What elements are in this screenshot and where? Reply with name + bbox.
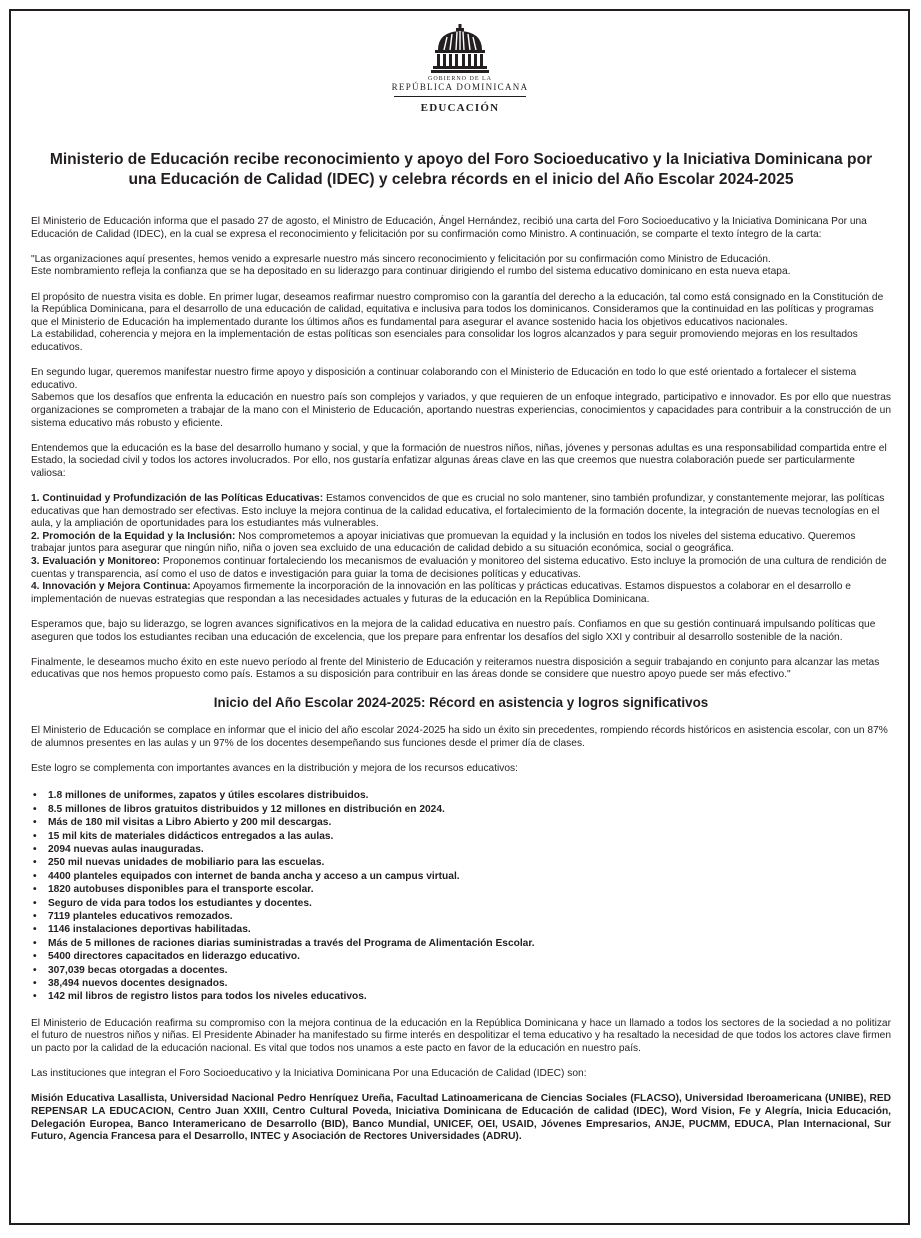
- logo-republica-text: REPÚBLICA DOMINICANA: [391, 82, 529, 92]
- letter-paragraph-1a: "Las organizaciones aquí presentes, hemos venido a expresarle nuestro más sincero reconocimiento y felicitación por su confirmación como Ministro de Educación.: [31, 253, 771, 265]
- list-item: • Seguro de vida para todos los estudiantes y docentes.: [31, 897, 891, 910]
- letter-paragraph-3a: En segundo lugar, queremos manifestar nuestro firme apoyo y disposición a continuar colaborando con el Ministerio de Educación en todo lo que esté orientado a fortalecer el sistema educativo.: [31, 367, 857, 391]
- letter-paragraph-2b: La estabilidad, coherencia y mejora en la implementación de estas políticas son esenciales para consolidar los logros alcanzados y para seguir promoviendo mejoras en los resultados educativos.: [31, 329, 858, 353]
- achievements-list: [31, 789, 891, 1004]
- logo-educacion-text: EDUCACIÓN: [420, 102, 500, 114]
- letter-paragraph-2a: El propósito de nuestra visita es doble. En primer lugar, deseamos reafirmar nuestro compromiso con la garantía del derecho a la educación, tal como está consignado en la Constitución de la República Dominicana, para el desarrollo de una educación de calidad, equitativa e inclusiva para todos los dominicanos. Consideramos que la continuidad en las políticas y programas que el Ministerio de Educación ha implementado durante los últimos años es fundamental para asegurar el avance sostenido hacia los objetivos educativos nacionales.: [31, 291, 884, 328]
- point-2-heading: 2. Promoción de la Equidad y la Inclusión:: [31, 530, 236, 542]
- point-1-text: Estamos convencidos de que es crucial no solo mantener, sino también profundizar, y constantemente mejorar, las políticas educativas que han demostrado ser efectivas. Esto incluye la mejora continua de la calidad educativa, el fortalecimiento de la formación docente, la integración de nuevas tecnologías en el aula, y la ampliación de oportunidades para los estudiantes más vulnerables.: [31, 493, 885, 530]
- logo-divider: [394, 96, 526, 97]
- list-item: • 15 mil kits de materiales didácticos entregados a las aulas.: [31, 830, 891, 843]
- point-3-heading: 3. Evaluación y Monitoreo:: [31, 556, 161, 568]
- point-1-heading: 1. Continuidad y Profundización de las Políticas Educativas:: [31, 493, 324, 505]
- letter-paragraph-3b: Sabemos que los desafíos que enfrenta la educación en nuestro país son complejos y variados, y que requieren de un enfoque integrado, participativo e innovador. Es por ello que nuestras organizaciones se comprometen a trabajar de la mano con el Ministerio de Educación, aportando nuestras experiencias, conocimientos y capacidades para contribuir a la construcción de un sistema educativo más robusto y eficiente.: [31, 392, 891, 429]
- point-3-text: Proponemos continuar fortaleciendo los mecanismos de evaluación y monitoreo del sistema educativo. Esto incluye la promoción de una cultura de rendición de cuentas y transparencia, así como el uso de datos e investigación para guiar la toma de decisiones políticas y educativas.: [31, 556, 887, 580]
- school-year-paragraph-1: El Ministerio de Educación se complace en informar que el inicio del año escolar 2024-2025 ha sido un éxito sin precedentes, rompiendo récords históricos en asistencia escolar, con un 87% de alumnos presentes en las aulas y un 97% de los docentes desempeñando sus funciones desde el primer día de clases.: [31, 724, 888, 749]
- capitol-dome-icon: [430, 24, 490, 74]
- article: [31, 150, 891, 1144]
- list-item: • Más de 180 mil visitas a Libro Abierto y 200 mil descargas.: [31, 816, 891, 829]
- ministry-logo: [380, 24, 540, 114]
- letter-paragraph-4: Entendemos que la educación es la base del desarrollo humano y social, y que la formación de nuestros niños, niñas, jóvenes y personas adultas es una responsabilidad compartida entre el Estado, la sociedad civil y todos los actores involucrados. Por ello, nos gustaría enfatizar algunas áreas clave en las que creemos que nuestra colaboración puede ser particularmente valiosa:: [31, 442, 887, 479]
- point-3: [31, 556, 891, 581]
- list-item: • 250 mil nuevas unidades de mobiliario para las escuelas.: [31, 856, 891, 869]
- list-item: • 2094 nuevas aulas inauguradas.: [31, 843, 891, 856]
- section-subtitle: Inicio del Año Escolar 2024-2025: Récord en asistencia y logros significativos: [213, 694, 709, 710]
- school-year-paragraph-3: El Ministerio de Educación reafirma su compromiso con la mejora continua de la educación en la República Dominicana y hace un llamado a todos los sectores de la sociedad a no politizar el futuro de nuestros niños y niñas. El Presidente Abinader ha manifestado su firme interés en despolitizar el tema educativo y ha resaltado la necesidad de que todos los actores clave firmen un pacto por la calidad de la educación nacional. Es vital que todos nos unamos a este pacto en favor de la educación en nuestro país.: [31, 1017, 891, 1055]
- list-item: • 142 mil libros de registro listos para todos los niveles educativos.: [31, 990, 891, 1003]
- letter-paragraph-1b: Este nombramiento refleja la confianza que se ha depositado en su liderazgo para continuar dirigiendo el rumbo del sistema educativo dominicano en esta nueva etapa.: [31, 266, 791, 278]
- point-4-heading: 4. Innovación y Mejora Continua:: [31, 581, 191, 593]
- point-2: [31, 531, 891, 556]
- list-item: • 8.5 millones de libros gratuitos distribuidos y 12 millones en distribución en 2024.: [31, 803, 891, 816]
- point-4: [31, 581, 891, 606]
- logo-gobierno-text: GOBIERNO DE LA: [428, 76, 492, 82]
- list-item: • 5400 directores capacitados en liderazgo educativo.: [31, 950, 891, 963]
- list-item: • 1146 instalaciones deportivas habilitadas.: [31, 923, 891, 936]
- list-item: • Más de 5 millones de raciones diarias suministradas a través del Programa de Alimentación Escolar.: [31, 937, 891, 950]
- institutions-list: Misión Educativa Lasallista, Universidad Nacional Pedro Henríquez Ureña, Facultad Latinoamericana de Ciencias Sociales (FLACSO), Universidad Iberoamericana (UNIBE), RED REPENSAR LA EDUCACION, Centro Juan XXIII, Centro Cultural Poveda, Iniciativa Dominicana de Educación de calidad (IDEC), Word Vision, Fe y Alegría, Inicia Educación, Delegación Europea, Banco Interamericano de Desarrollo (BID), Banco Mundial, UNICEF, OEI, USAID, Jóvenes Empresarios, ANJE, PUCMM, EDUCA, Plan Internacional, Sur Futuro, Agencia Francesa para el Desarrollo, INTEC y Asociación de Rectores Universidades (ADRU).: [31, 1093, 891, 1143]
- list-item: • 7119 planteles educativos remozados.: [31, 910, 891, 923]
- list-item: • 38,494 nuevos docentes designados.: [31, 977, 891, 990]
- article-title: Ministerio de Educación recibe reconocimiento y apoyo del Foro Socioeducativo y la Iniciativa Dominicana por una Educación de Calidad (IDEC) y celebra récords en el inicio del Año Escolar 2024-2025: [49, 151, 873, 188]
- school-year-paragraph-4: Las instituciones que integran el Foro Socioeducativo y la Iniciativa Dominicana Por una Educación de Calidad (IDEC) son:: [31, 1068, 587, 1080]
- list-item: • 4400 planteles equipados con internet de banda ancha y acceso a un campus virtual.: [31, 870, 891, 883]
- point-1: [31, 493, 891, 531]
- list-item: • 1820 autobuses disponibles para el transporte escolar.: [31, 883, 891, 896]
- point-2-text: Nos comprometemos a apoyar iniciativas que promuevan la equidad y la inclusión en todos los niveles del sistema educativo. Queremos trabajar juntos para asegurar que ningún niño, niña o joven sea excluido de una educación de calidad debido a su situación económica, social o geográfica.: [31, 530, 856, 555]
- list-item: • 1.8 millones de uniformes, zapatos y útiles escolares distribuidos.: [31, 789, 891, 802]
- school-year-paragraph-2: Este logro se complementa con importantes avances en la distribución y mejora de los recursos educativos:: [31, 762, 518, 774]
- list-item: • 307,039 becas otorgadas a docentes.: [31, 964, 891, 977]
- point-4-text: Apoyamos firmemente la incorporación de la innovación en las políticas y prácticas educativas. Estamos dispuestos a colaborar en el desarrollo e implementación de nuevas estrategias que respondan a las necesidades actuales y futuras de la educación en la República Dominicana.: [31, 581, 851, 605]
- letter-paragraph-5: Esperamos que, bajo su liderazgo, se logren avances significativos en la mejora de la calidad educativa en nuestro país. Confiamos en que su gestión continuará impulsando políticas que aseguren que todos los estudiantes reciban una educación de excelencia, que los prepare para enfrentar los desafíos del siglo XXI y contribuir al desarrollo sostenible de la nación.: [31, 619, 876, 643]
- intro-paragraph: El Ministerio de Educación informa que el pasado 27 de agosto, el Ministro de Educación, Ángel Hernández, recibió una carta del Foro Socioeducativo y la Iniciativa Dominicana Por una Educación de Calidad (IDEC), en la cual se expresa el reconocimiento y felicitación por su confirmación como Ministro. A continuación, se comparte el texto íntegro de la carta:: [31, 216, 867, 240]
- letter-paragraph-6: Finalmente, le deseamos mucho éxito en este nuevo período al frente del Ministerio de Educación y reiteramos nuestra disposición a seguir trabajando en conjunto para alcanzar las metas educativas que nos hemos propuesto como país. Estamos a su disposición para contribuir en las áreas donde se considere que nuestro apoyo puede ser más efectivo.": [31, 656, 880, 681]
